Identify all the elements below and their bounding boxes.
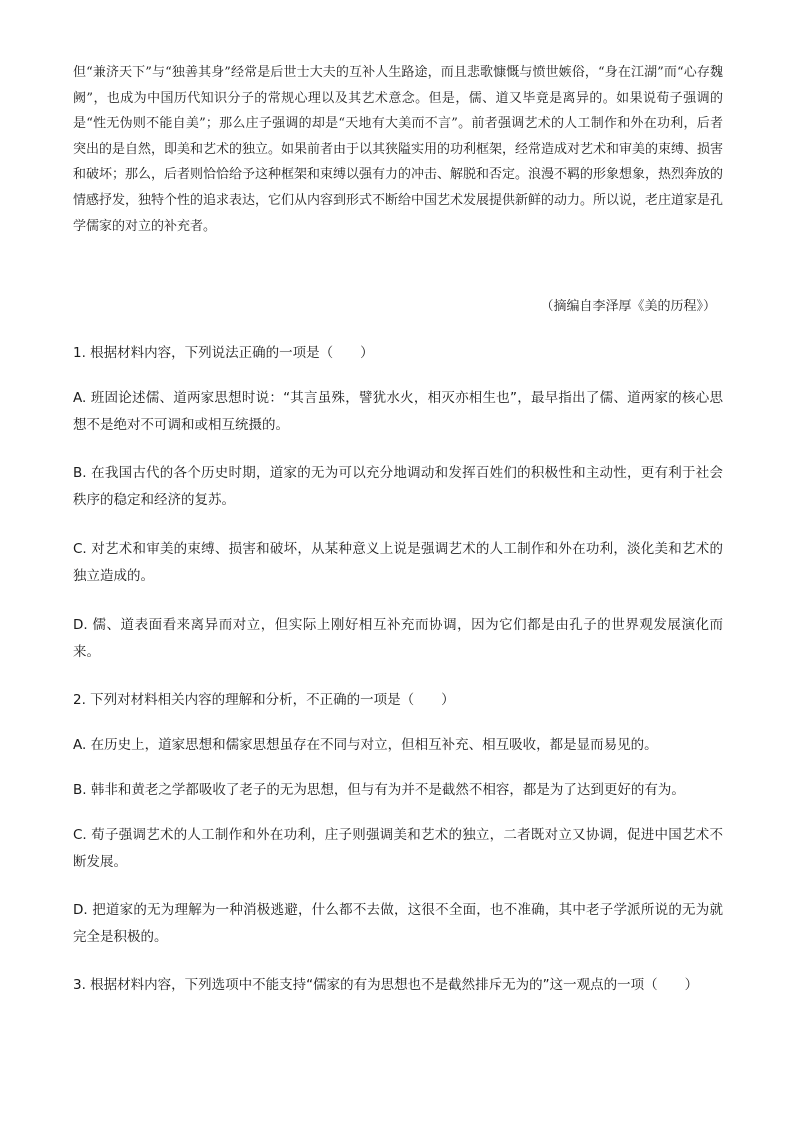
question-2-option-d[interactable]: D. 把道家的无为理解为一种消极逃避，什么都不去做，这很不全面，也不准确，其中老子学派所说的无为就完全是积极的。 (73, 902, 723, 945)
passage-text: 但“兼济天下”与“独善其身”经常是后世士大夫的互补人生路途，而且悲歌慷慨与愤世嫉俗，“身在江湖”而“心存魏阙”，也成为中国历代知识分子的常规心理以及其艺术意念。但是，儒、道又毕竟是离异的。如果说荀子强调的是“性无伪则不能自美”；那么庄子强调的却是“天地有大美而不言”。前者强调艺术的人工制作和外在功利，后者突出的是自然，即美和艺术的独立。如果前者由于以其狭隘实用的功利框架，经常造成对艺术和审美的束缚、损害和破坏；那么，后者则恰恰给予这种框架和束缚以强有力的冲击、解脱和否定。浪漫不羁的形象想象，热烈奔放的情感抒发，独特个性的追求表达，它们从内容到形式不断给中国艺术发展提供新鲜的动力。所以说，老庄道家是孔学儒家的对立的补充者。 (73, 65, 724, 234)
question-2-option-a[interactable]: A. 在历史上，道家思想和儒家思想虽存在不同与对立，但相互补充、相互吸收，都是显而易见的。 (73, 737, 658, 753)
question-2-option-b[interactable]: B. 韩非和黄老之学都吸收了老子的无为思想，但与有为并不是截然不相容，都是为了达到更好的有为。 (73, 782, 685, 798)
source-citation: （摘编自李泽厚《美的历程》） (540, 299, 716, 314)
question-2-stem: 2. 下列对材料相关内容的理解和分析，不正确的一项是（ ） (73, 692, 455, 708)
question-3-stem: 3. 根据材料内容，下列选项中不能支持“儒家的有为思想也不是截然排斥无为的”这一观点的一项（ ） (73, 977, 699, 993)
question-1-stem: 1. 根据材料内容，下列说法正确的一项是（ ） (73, 345, 374, 361)
question-1-option-c[interactable]: C. 对艺术和审美的束缚、损害和破坏，从某种意义上说是强调艺术的人工制作和外在功利，淡化美和艺术的独立造成的。 (73, 541, 723, 584)
question-1-option-b[interactable]: B. 在我国古代的各个历史时期，道家的无为可以充分地调动和发挥百姓们的积极性和主动性，更有利于社会秩序的稳定和经济的复苏。 (73, 465, 723, 508)
question-1-option-a[interactable]: A. 班固论述儒、道两家思想时说：“其言虽殊，譬犹水火，相灭亦相生也”，最早指出了儒、道两家的核心思想不是绝对不可调和或相互统摄的。 (73, 390, 723, 433)
question-2-option-c[interactable]: C. 荀子强调艺术的人工制作和外在功利，庄子则强调美和艺术的独立，二者既对立又协调，促进中国艺术不断发展。 (73, 827, 723, 870)
question-1-option-d[interactable]: D. 儒、道表面看来离异而对立，但实际上刚好相互补充而协调，因为它们都是由孔子的世界观发展演化而来。 (73, 617, 723, 660)
